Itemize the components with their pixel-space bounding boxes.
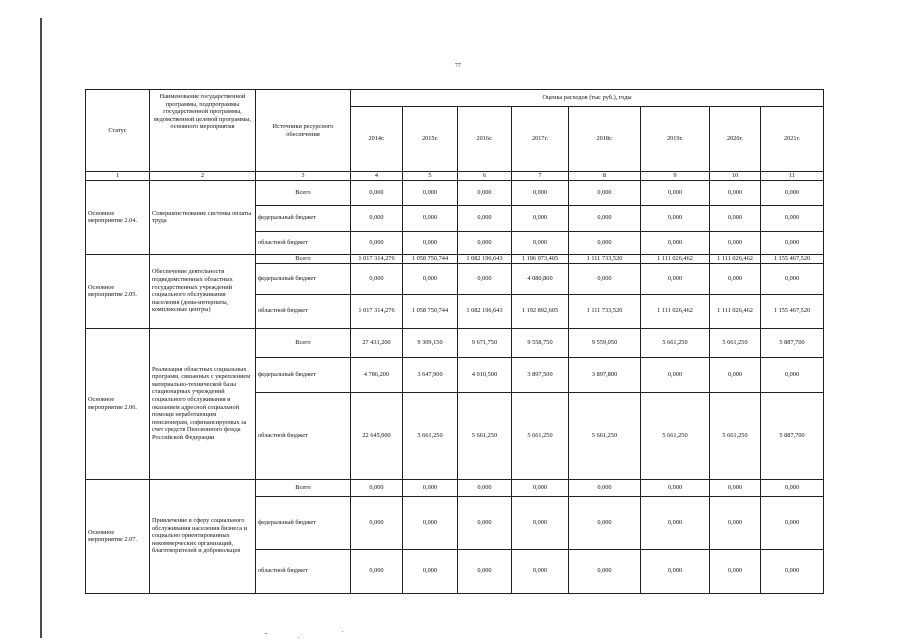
- value-cell: 0,000: [512, 479, 569, 496]
- value-cell: 0,000: [641, 180, 710, 205]
- value-cell: 1 058 750,744: [403, 254, 458, 263]
- column-number: 4: [351, 172, 403, 181]
- value-cell: 27 431,200: [351, 328, 403, 357]
- scan-left-edge: [40, 18, 42, 638]
- source-cell: Всего: [256, 254, 351, 263]
- value-cell: 0,000: [403, 205, 458, 231]
- value-cell: 0,000: [641, 205, 710, 231]
- source-cell: федеральный бюджет: [256, 357, 351, 392]
- value-cell: 9 309,150: [403, 328, 458, 357]
- value-cell: 1 082 196,643: [458, 294, 512, 328]
- header-year: 2016г.: [458, 107, 512, 172]
- column-number-row: [86, 172, 824, 181]
- header-year: 2019г.: [641, 107, 710, 172]
- value-cell: 0,000: [569, 180, 641, 205]
- value-cell: 0,000: [710, 231, 761, 254]
- value-cell: 4 010,500: [458, 357, 512, 392]
- scan-speck: [342, 631, 343, 632]
- header-name: Наименование государственной программы, подпрограммы государственной программы, ведомственной целевой программы, основного мероприятия: [150, 90, 256, 172]
- value-cell: 1 111 026,462: [710, 294, 761, 328]
- value-cell: 0,000: [512, 549, 569, 593]
- header-estimate: Оценка расходов (тыс руб.), годы: [351, 90, 824, 107]
- source-cell: областной бюджет: [256, 231, 351, 254]
- program-name-cell: Реализация областных социальных программ, связанных с укреплением материально-технической базы стационарных учреждений социального обслуживания и оказанием адресной социальной помощи неработающим пенсионерам, софинансируемых за счет средств Пенсионного фонда Российской Федерации: [150, 328, 256, 479]
- value-cell: 0,000: [641, 496, 710, 549]
- value-cell: 0,000: [761, 549, 824, 593]
- value-cell: 3 897,800: [569, 357, 641, 392]
- column-number: 9: [641, 172, 710, 181]
- value-cell: 0,000: [512, 231, 569, 254]
- table-row: [86, 479, 824, 496]
- scan-speck: [265, 633, 267, 634]
- source-cell: Всего: [256, 180, 351, 205]
- header-year: 2020г.: [710, 107, 761, 172]
- value-cell: 0,000: [351, 205, 403, 231]
- column-number: 10: [710, 172, 761, 181]
- value-cell: 0,000: [403, 549, 458, 593]
- value-cell: 0,000: [458, 549, 512, 593]
- value-cell: 5 887,700: [761, 392, 824, 479]
- value-cell: 0,000: [710, 205, 761, 231]
- value-cell: 1 111 026,462: [710, 254, 761, 263]
- value-cell: 0,000: [761, 357, 824, 392]
- source-cell: областной бюджет: [256, 549, 351, 593]
- value-cell: 0,000: [569, 549, 641, 593]
- value-cell: 0,000: [761, 180, 824, 205]
- value-cell: 0,000: [458, 180, 512, 205]
- header-year: 2018г.: [569, 107, 641, 172]
- value-cell: 3 897,500: [512, 357, 569, 392]
- value-cell: 5 661,250: [403, 392, 458, 479]
- value-cell: 0,000: [351, 549, 403, 593]
- scan-speck: [298, 637, 299, 638]
- value-cell: 0,000: [761, 205, 824, 231]
- value-cell: 5 661,250: [710, 328, 761, 357]
- value-cell: 5 661,250: [569, 392, 641, 479]
- value-cell: 5 661,250: [458, 392, 512, 479]
- value-cell: 0,000: [710, 180, 761, 205]
- source-cell: Всего: [256, 479, 351, 496]
- status-cell: Основное мероприятие 2.05.: [86, 254, 150, 328]
- value-cell: 0,000: [761, 263, 824, 294]
- value-cell: 0,000: [761, 496, 824, 549]
- value-cell: 0,000: [403, 231, 458, 254]
- value-cell: 0,000: [403, 180, 458, 205]
- value-cell: 0,000: [458, 479, 512, 496]
- value-cell: 1 196 973,405: [512, 254, 569, 263]
- value-cell: 1 155 467,520: [761, 254, 824, 263]
- value-cell: 4 786,200: [351, 357, 403, 392]
- column-number: 2: [150, 172, 256, 181]
- source-cell: областной бюджет: [256, 294, 351, 328]
- value-cell: 0,000: [641, 231, 710, 254]
- column-number: 3: [256, 172, 351, 181]
- value-cell: 0,000: [641, 357, 710, 392]
- value-cell: 5 661,250: [512, 392, 569, 479]
- value-cell: 1 111 733,520: [569, 254, 641, 263]
- column-number: 6: [458, 172, 512, 181]
- program-name-cell: Совершенствование системы оплаты труда: [150, 180, 256, 254]
- table-row: [86, 254, 824, 263]
- value-cell: 4 080,800: [512, 263, 569, 294]
- value-cell: 0,000: [710, 496, 761, 549]
- table-body: [86, 172, 824, 594]
- source-cell: федеральный бюджет: [256, 263, 351, 294]
- status-cell: Основное мероприятие 2.06.: [86, 328, 150, 479]
- table-row: [86, 328, 824, 357]
- value-cell: 1 111 026,462: [641, 294, 710, 328]
- table-row: [86, 180, 824, 205]
- program-name-cell: Обеспечение деятельности подведомственных областных государственных учреждений социального обслуживания населения (дома-интернаты, комплексные центры): [150, 254, 256, 328]
- value-cell: 5 661,250: [641, 392, 710, 479]
- source-cell: федеральный бюджет: [256, 496, 351, 549]
- value-cell: 0,000: [351, 496, 403, 549]
- value-cell: 0,000: [710, 479, 761, 496]
- value-cell: 0,000: [403, 263, 458, 294]
- column-number: 1: [86, 172, 150, 181]
- value-cell: 1 058 750,744: [403, 294, 458, 328]
- value-cell: 5 661,250: [710, 392, 761, 479]
- status-cell: Основное мероприятие 2.04.: [86, 180, 150, 254]
- value-cell: 0,000: [761, 231, 824, 254]
- value-cell: 0,000: [351, 263, 403, 294]
- value-cell: 0,000: [641, 479, 710, 496]
- value-cell: 3 647,900: [403, 357, 458, 392]
- column-number: 5: [403, 172, 458, 181]
- value-cell: 0,000: [458, 205, 512, 231]
- column-number: 8: [569, 172, 641, 181]
- value-cell: 9 559,050: [569, 328, 641, 357]
- value-cell: 9 558,750: [512, 328, 569, 357]
- value-cell: 0,000: [512, 180, 569, 205]
- source-cell: областной бюджет: [256, 392, 351, 479]
- value-cell: 0,000: [569, 231, 641, 254]
- value-cell: 1 155 467,520: [761, 294, 824, 328]
- value-cell: 1 082 196,643: [458, 254, 512, 263]
- value-cell: 0,000: [641, 263, 710, 294]
- header-year: 2017г.: [512, 107, 569, 172]
- column-number: 7: [512, 172, 569, 181]
- column-number: 11: [761, 172, 824, 181]
- value-cell: 1 111 733,520: [569, 294, 641, 328]
- header-year: 2015г.: [403, 107, 458, 172]
- value-cell: 0,000: [512, 205, 569, 231]
- value-cell: 1 017 314,276: [351, 254, 403, 263]
- value-cell: 0,000: [569, 496, 641, 549]
- value-cell: 0,000: [351, 231, 403, 254]
- value-cell: 0,000: [569, 479, 641, 496]
- value-cell: 0,000: [761, 479, 824, 496]
- source-cell: федеральный бюджет: [256, 205, 351, 231]
- value-cell: 0,000: [351, 479, 403, 496]
- header-row: [86, 90, 824, 107]
- value-cell: 22 645,000: [351, 392, 403, 479]
- header-year: 2014г.: [351, 107, 403, 172]
- source-cell: Всего: [256, 328, 351, 357]
- header-year: 2021г.: [761, 107, 824, 172]
- value-cell: 0,000: [512, 496, 569, 549]
- value-cell: 0,000: [710, 549, 761, 593]
- program-name-cell: Привлечение в сферу социального обслуживания населения бизнеса и социально ориентированных некоммерческих организаций, благотворителей и добровольцев: [150, 479, 256, 593]
- expenditure-table: [85, 89, 824, 594]
- status-cell: Основное мероприятие 2.07.: [86, 479, 150, 593]
- header-sources: Источники ресурсного обеспечения: [256, 90, 351, 172]
- value-cell: 5 887,700: [761, 328, 824, 357]
- page-number: 77: [455, 63, 461, 69]
- value-cell: 0,000: [569, 205, 641, 231]
- value-cell: 0,000: [351, 180, 403, 205]
- header-status: Статус: [86, 90, 150, 172]
- value-cell: 1 192 892,605: [512, 294, 569, 328]
- value-cell: 0,000: [403, 479, 458, 496]
- value-cell: 1 111 026,462: [641, 254, 710, 263]
- value-cell: 0,000: [641, 549, 710, 593]
- value-cell: 1 017 314,276: [351, 294, 403, 328]
- value-cell: 0,000: [710, 263, 761, 294]
- value-cell: 9 671,750: [458, 328, 512, 357]
- value-cell: 0,000: [403, 496, 458, 549]
- value-cell: 5 661,250: [641, 328, 710, 357]
- value-cell: 0,000: [458, 496, 512, 549]
- value-cell: 0,000: [458, 263, 512, 294]
- value-cell: 0,000: [710, 357, 761, 392]
- value-cell: 0,000: [569, 263, 641, 294]
- value-cell: 0,000: [458, 231, 512, 254]
